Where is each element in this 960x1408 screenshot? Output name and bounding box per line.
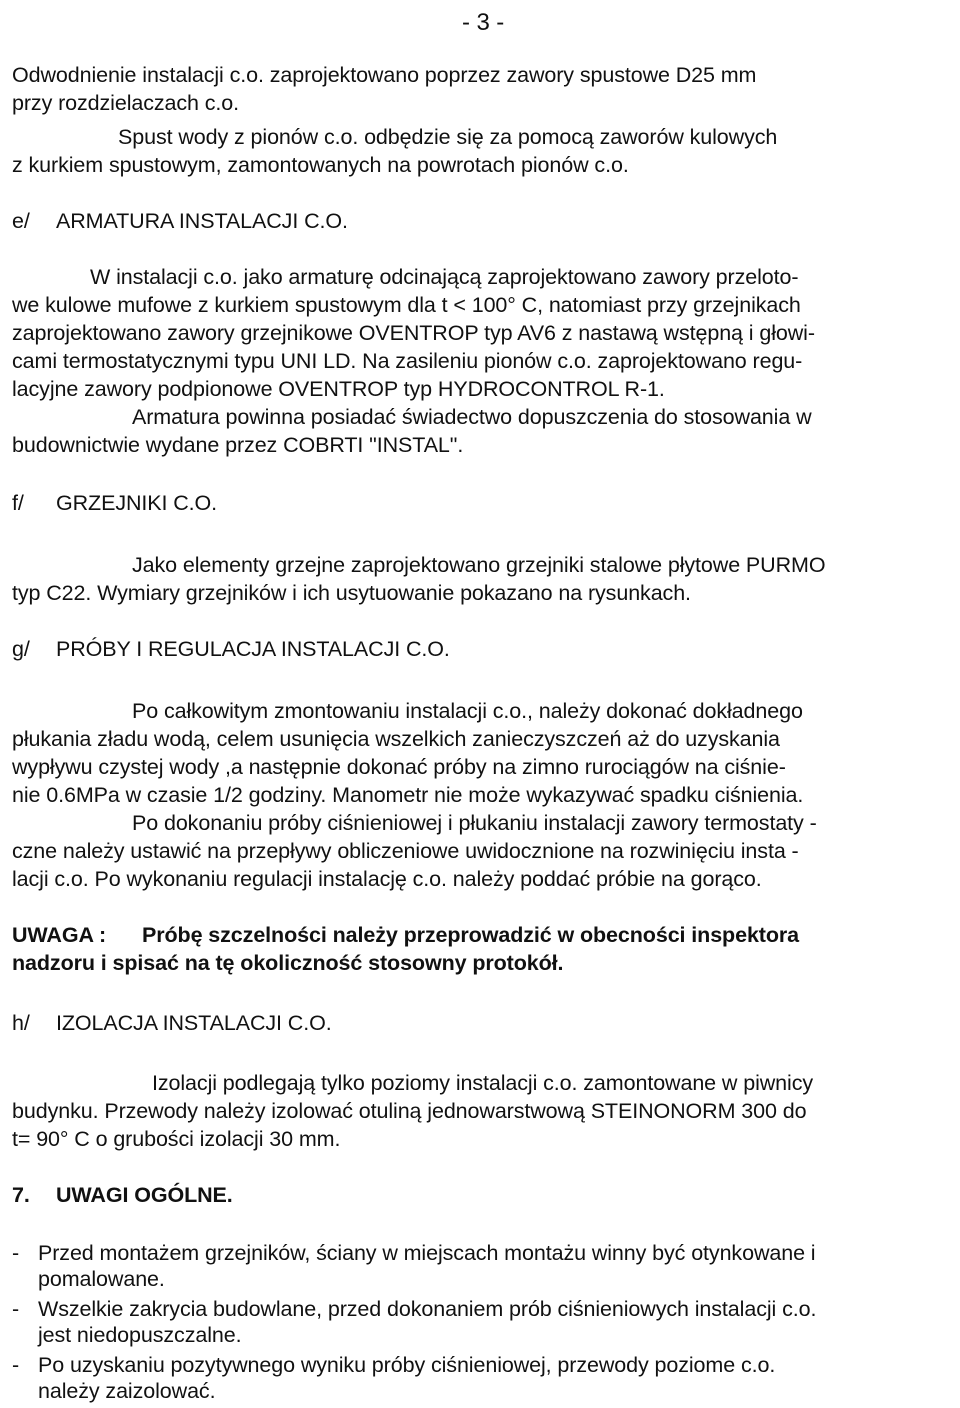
paragraph-line: Armatura powinna posiadać świadectwo dopuszczenia do stosowania w	[132, 405, 812, 429]
paragraph-line: we kulowe mufowe z kurkiem spustowym dla t < 100° C, natomiast przy grzejnikach	[12, 293, 801, 317]
section-heading-h	[12, 1010, 332, 1036]
section-heading-g	[12, 636, 450, 662]
bullet-line: Przed montażem grzejników, ściany w miejscach montażu winny być otynkowane i	[38, 1241, 816, 1265]
paragraph-line: Po całkowitym zmontowaniu instalacji c.o., należy dokonać dokładnego	[132, 699, 803, 723]
bullet-dash: -	[12, 1241, 20, 1265]
paragraph-line: przy rozdzielaczach c.o.	[12, 91, 240, 115]
notice-line	[12, 922, 799, 948]
section-heading-f	[12, 490, 217, 516]
paragraph-line: Spust wody z pionów c.o. odbędzie się za pomocą zaworów kulowych	[118, 125, 778, 149]
paragraph-line: t= 90° C o grubości izolacji 30 mm.	[12, 1127, 341, 1151]
bullet-line: pomalowane.	[38, 1267, 165, 1291]
bullet-line: Po uzyskaniu pozytywnego wyniku próby ciśnieniowej, przewody poziome c.o.	[38, 1353, 776, 1377]
page-number: - 3 -	[462, 9, 505, 36]
bullet-line: jest niedopuszczalne.	[38, 1323, 242, 1347]
bullet-dash: -	[12, 1353, 20, 1377]
section-title: PRÓBY I REGULACJA INSTALACJI C.O.	[56, 637, 450, 661]
paragraph-line: budynku. Przewody należy izolować otuliną jednowarstwową STEINONORM 300 do	[12, 1099, 807, 1123]
notice-label: UWAGA :	[12, 923, 107, 947]
paragraph-line: nie 0.6MPa w czasie 1/2 godziny. Manometr nie może wykazywać spadku ciśnienia.	[12, 783, 804, 807]
paragraph-line: Izolacji podlegają tylko poziomy instalacji c.o. zamontowane w piwnicy	[152, 1071, 814, 1095]
paragraph-line: wypływu czystej wody ,a następnie dokonać próby na zimno rurociągów na ciśnie-	[12, 755, 786, 779]
bullet-line: należy zaizolować.	[38, 1379, 216, 1403]
section-title: IZOLACJA INSTALACJI C.O.	[56, 1011, 332, 1035]
paragraph-line: czne należy ustawić na przepływy obliczeniowe uwidocznione na rozwinięciu insta -	[12, 839, 799, 863]
paragraph-line: zaprojektowano zawory grzejnikowe OVENTROP typ AV6 z nastawą wstępną i głowi-	[12, 321, 815, 345]
section-heading-e	[12, 208, 348, 234]
paragraph-line: Po dokonaniu próby ciśnieniowej i płukaniu instalacji zawory termostaty -	[132, 811, 817, 835]
paragraph-line: Jako elementy grzejne zaprojektowano grzejniki stalowe płytowe PURMO	[132, 553, 826, 577]
paragraph-line: Odwodnienie instalacji c.o. zaprojektowano poprzez zawory spustowe D25 mm	[12, 63, 757, 87]
paragraph-line: płukania zładu wodą, celem usunięcia wszelkich zanieczyszczeń aż do uzyskania	[12, 727, 780, 751]
paragraph-line: z kurkiem spustowym, zamontowanych na powrotach pionów c.o.	[12, 153, 629, 177]
section-label: 7.	[12, 1183, 30, 1207]
bullet-dash: -	[12, 1297, 20, 1321]
notice-text: Próbę szczelności należy przeprowadzić w obecności inspektora	[142, 923, 800, 947]
paragraph-line: lacyjne zawory podpionowe OVENTROP typ HYDROCONTROL R-1.	[12, 377, 665, 401]
section-label: g/	[12, 637, 30, 661]
bullet-line: Wszelkie zakrycia budowlane, przed dokonaniem prób ciśnieniowych instalacji c.o.	[38, 1297, 817, 1321]
paragraph-line: lacji c.o. Po wykonaniu regulacji instalację c.o. należy poddać próbie na gorąco.	[12, 867, 762, 891]
section-label: e/	[12, 209, 30, 233]
section-label: h/	[12, 1011, 30, 1035]
paragraph-line: budownictwie wydane przez COBRTI "INSTAL".	[12, 433, 464, 457]
section-title: UWAGI OGÓLNE.	[56, 1183, 233, 1207]
section-label: f/	[12, 491, 24, 515]
notice-line: nadzoru i spisać na tę okoliczność stosowny protokół.	[12, 951, 564, 975]
section-title: GRZEJNIKI C.O.	[56, 491, 218, 515]
paragraph-line: W instalacji c.o. jako armaturę odcinającą zaprojektowano zawory przeloto-	[90, 265, 799, 289]
section-title: ARMATURA INSTALACJI C.O.	[56, 209, 348, 233]
paragraph-line: typ C22. Wymiary grzejników i ich usytuowanie pokazano na rysunkach.	[12, 581, 691, 605]
section-heading-7	[12, 1182, 233, 1208]
paragraph-line: cami termostatycznymi typu UNI LD. Na zasileniu pionów c.o. zaprojektowano regu-	[12, 349, 803, 373]
